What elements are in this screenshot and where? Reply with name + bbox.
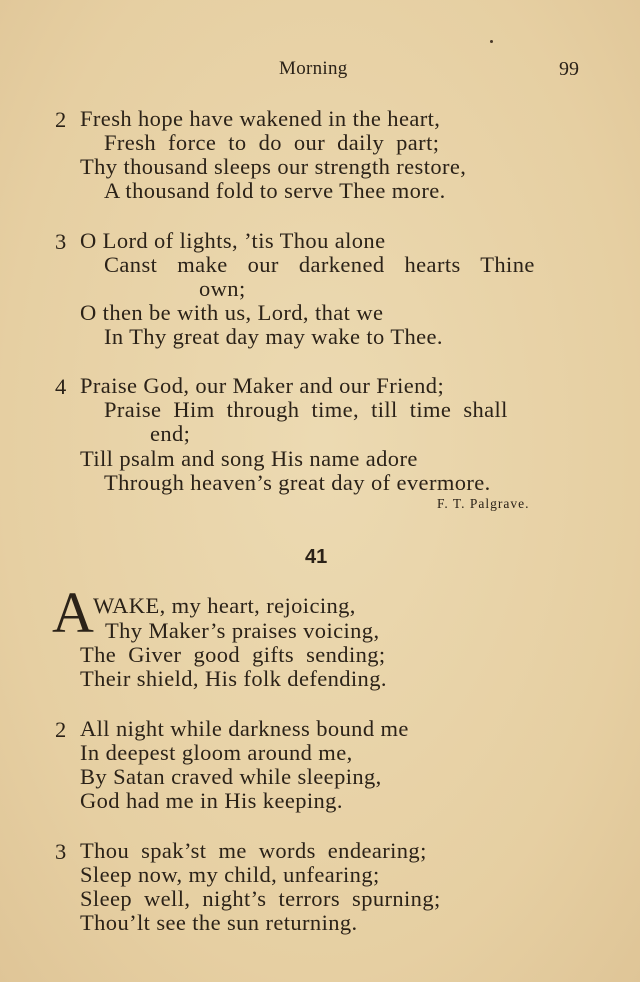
verse-line: Thou spak’st me words endearing; xyxy=(80,838,427,863)
verse-line: Thy Maker’s praises voicing, xyxy=(105,618,380,643)
verse-line: Fresh hope have wakened in the heart, xyxy=(80,106,441,131)
running-header-title: Morning xyxy=(279,58,348,79)
verse-line: Praise God, our Maker and our Friend; xyxy=(80,373,445,398)
verse-line: Sleep well, night’s terrors spurning; xyxy=(80,886,441,911)
stanza-number: 2 xyxy=(55,717,67,742)
verse-line: In deepest gloom around me, xyxy=(80,740,353,765)
verse-line: By Satan craved while sleeping, xyxy=(80,764,382,789)
drop-cap: A xyxy=(52,580,94,645)
verse-line: O Lord of lights, ’tis Thou alone xyxy=(80,228,386,253)
verse-line: WAKE, my heart, rejoicing, xyxy=(93,593,356,618)
verse-line: Sleep now, my child, unfearing; xyxy=(80,862,380,887)
stanza-number: 2 xyxy=(55,107,67,132)
verse-line: All night while darkness bound me xyxy=(80,716,409,741)
verse-line: Fresh force to do our daily part; xyxy=(104,130,440,155)
verse-line: Through heaven’s great day of evermore. xyxy=(104,470,491,495)
verse-line-runover: end; xyxy=(150,421,191,446)
author-attribution: F. T. Palgrave. xyxy=(437,496,530,511)
stanza-number: 4 xyxy=(55,374,67,399)
verse-line: The Giver good gifts sending; xyxy=(80,642,386,667)
verse-line-runover: own; xyxy=(199,276,246,301)
verse-line: God had me in His keeping. xyxy=(80,788,343,813)
stanza-number: 3 xyxy=(55,839,67,864)
verse-line: In Thy great day may wake to Thee. xyxy=(104,324,443,349)
page-number: 99 xyxy=(559,58,579,80)
verse-line: A thousand fold to serve Thee more. xyxy=(104,178,446,203)
verse-line: Thy thousand sleeps our strength restore, xyxy=(80,154,467,179)
verse-line: Till psalm and song His name adore xyxy=(80,446,418,471)
verse-line: Canst make our darkened hearts Thine xyxy=(104,252,535,277)
verse-line: Praise Him through time, till time shall xyxy=(104,397,508,422)
verse-line: O then be with us, Lord, that we xyxy=(80,300,384,325)
hymn-number: 41 xyxy=(305,546,328,568)
stanza-number: 3 xyxy=(55,229,67,254)
print-speck xyxy=(490,40,493,43)
verse-line: Thou’lt see the sun returning. xyxy=(80,910,358,935)
verse-line: Their shield, His folk defending. xyxy=(80,666,387,691)
